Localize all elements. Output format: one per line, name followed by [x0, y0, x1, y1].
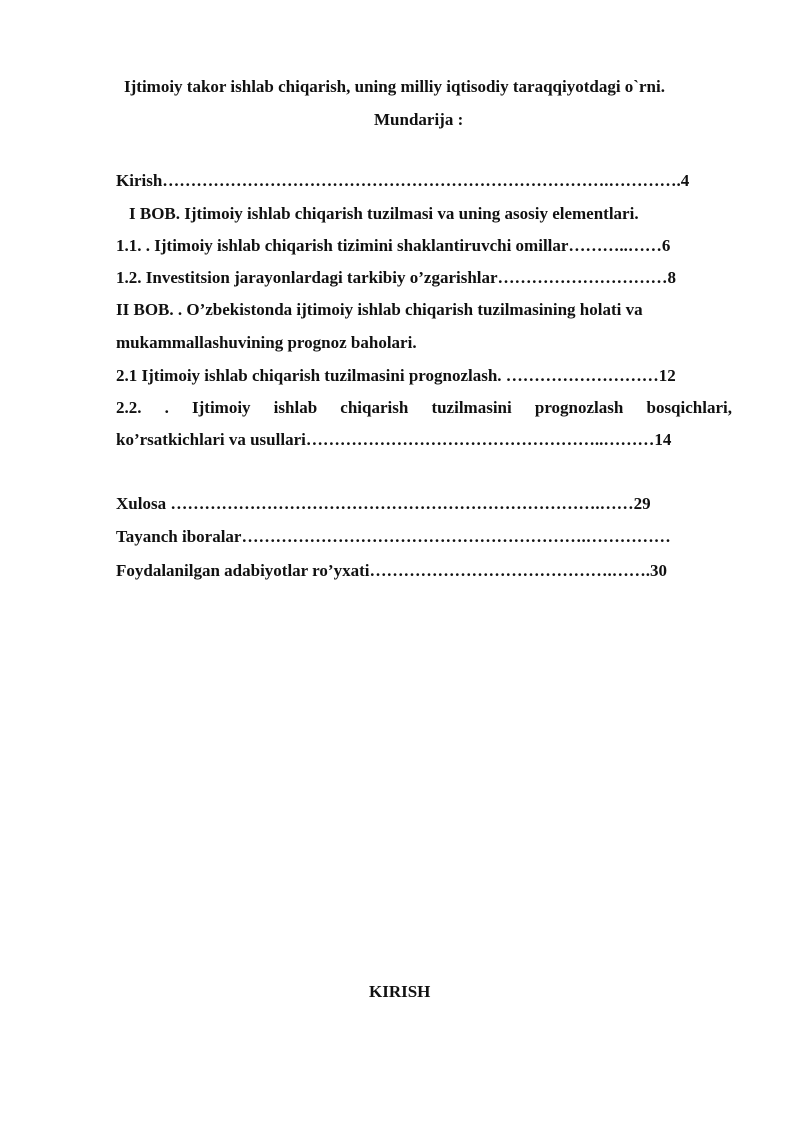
- toc-entry-2-2-line-2: ko’rsatkichlari va usullari……………………………………………..………14: [116, 430, 672, 449]
- toc-entry-1-2: 1.2. Investitsion jarayonlardagi tarkibiy o’zgarishlar…………………………8: [116, 268, 677, 287]
- toc-entry-conclusion: Xulosa ………………………………………………………………….……29: [116, 494, 651, 513]
- toc-entry-2-2-line-1: [116, 398, 732, 418]
- toc-word: prognozlash: [534, 398, 624, 417]
- toc-entry-2-1: 2.1 Ijtimoiy ishlab chiqarish tuzilmasini prognozlash. ………………………12: [116, 366, 676, 385]
- toc-chapter-2-line-1: II BOB. . O’zbekistonda ijtimoiy ishlab chiqarish tuzilmasining holati va: [116, 300, 643, 319]
- toc-chapter-2-line-2: mukammallashuvining prognoz baholari.: [116, 333, 417, 352]
- toc-word: 2.2.: [116, 398, 142, 417]
- toc-word: Ijtimoiy: [192, 398, 251, 417]
- toc-entry-intro: Kirish…………………………………………………………………….………….4: [116, 171, 690, 190]
- toc-entry-1-1: 1.1. . Ijtimoiy ishlab chiqarish tizimini shaklantiruvchi omillar………..……6: [116, 236, 671, 255]
- toc-entry-references: Foydalanilgan adabiyotlar ro’yxati…………………………………….…….30: [116, 561, 667, 580]
- toc-entry-keywords: Tayanch iboralar…………………………………………………….……………: [116, 527, 671, 546]
- contents-heading: Mundarija :: [374, 110, 464, 129]
- toc-word: .: [164, 398, 169, 417]
- section-heading-intro: KIRISH: [369, 982, 431, 1001]
- toc-word: bosqichlari,: [646, 398, 732, 417]
- toc-word: tuzilmasini: [431, 398, 512, 417]
- toc-word: ishlab: [273, 398, 318, 417]
- document-title: Ijtimoiy takor ishlab chiqarish, uning milliy iqtisodiy taraqqiyotdagi o`rni.: [124, 77, 665, 96]
- toc-chapter-1: I BOB. Ijtimoiy ishlab chiqarish tuzilmasi va uning asosiy elementlari.: [129, 204, 639, 223]
- toc-word: chiqarish: [340, 398, 409, 417]
